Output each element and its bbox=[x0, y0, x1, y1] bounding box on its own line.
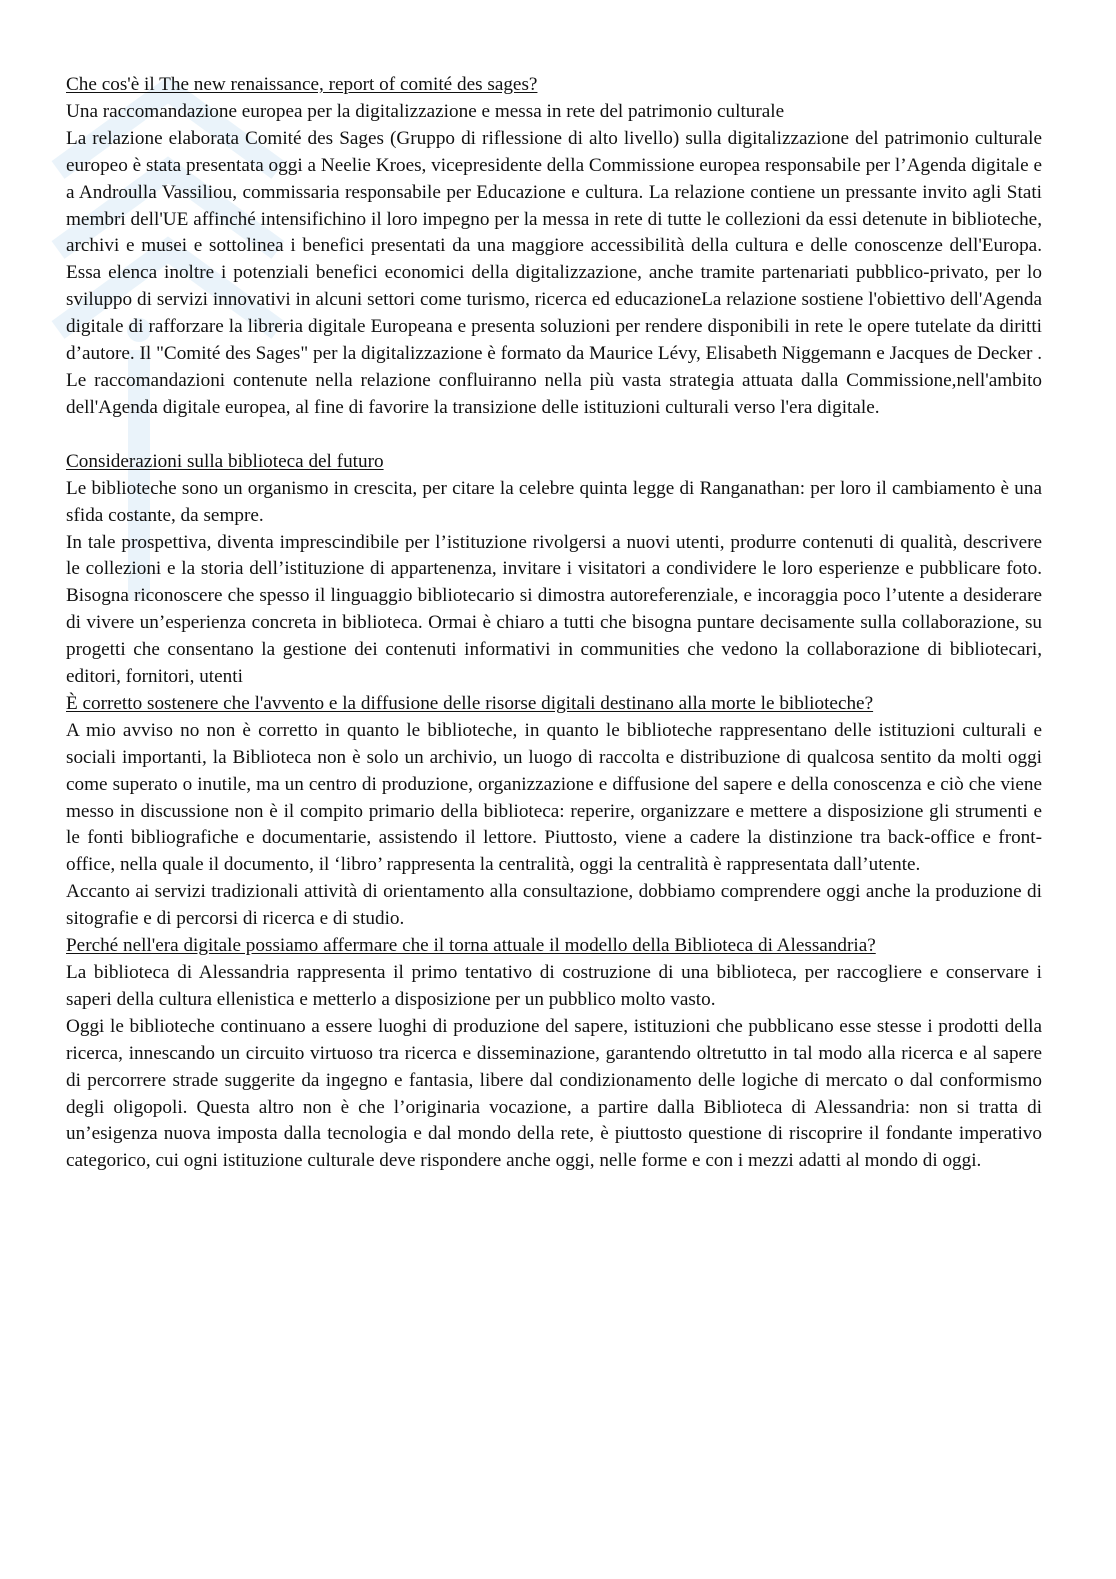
section2-para2: In tale prospettiva, diventa imprescindibile per l’istituzione rivolgersi a nuovi utenti, produrre contenuti di qualità, descrivere le collezioni e la storia dell’istituzione di appartenenza, invitare i visitatori a condividere le loro esperienze e pubblicare foto. Bisogna riconoscere che spesso il linguaggio bibliotecario si dimostra autoreferenziale, e incoraggia poco l’utente a desiderare di vivere un’esperienza concreta in biblioteca. Ormai è chiaro a tutti che bisogna puntare decisamente sulla collaborazione, su progetti che consentano la gestione dei contenuti informativi in communities che vedono la collaborazione di bibliotecari, editori, fornitori, utenti bbox=[66, 531, 1042, 688]
section3-para1: A mio avviso no non è corretto in quanto le biblioteche, in quanto le biblioteche rappresentano delle istituzioni culturali e sociali importanti, la Biblioteca non è solo un archivio, un luogo di raccolta e distribuzione di qualcosa sentito da molti oggi come superato o inutile, ma un centro di produzione, organizzazione e diffusione del sapere e della conoscenza e ciò che viene messo in discussione non è il compito primario della biblioteca: reperire, organizzare e mettere a disposizione gli strumenti e le fonti bibliografiche e documentarie, assistendo il lettore. Piuttosto, viene a cadere la distinzione tra back-office e front-office, nella quale il documento, il ‘libro’ rappresenta la centralità, oggi la centralità è rappresentata dall’utente. bbox=[66, 719, 1042, 876]
section1-subtitle: Una raccomandazione europea per la digitalizzazione e messa in rete del patrimonio culturale bbox=[66, 100, 785, 122]
section2-para1: Le biblioteche sono un organismo in crescita, per citare la celebre quinta legge di Ranganathan: per loro il cambiamento è una sfida costante, da sempre. bbox=[66, 477, 1042, 526]
section4-para1: La biblioteca di Alessandria rappresenta il primo tentativo di costruzione di una biblioteca, per raccogliere e conservare i saperi della cultura ellenistica e metterlo a disposizione per un pubblico molto vasto. bbox=[66, 962, 1042, 1010]
section1-body: La relazione elaborata Comité des Sages (Gruppo di riflessione di alto livello) sulla digitalizzazione del patrimonio culturale europeo è stata presentata oggi a Neelie Kroes, vicepresidente della Commissione europea responsabile per l’Agenda digitale e a Androulla Vassiliou, commissaria responsabile per Educazione e cultura. La relazione contiene un pressante invito agli Stati membri dell'UE affinché intensifichino il loro impegno per la messa in rete di tutte le collezioni da essi detenute in biblioteche, archivi e musei e sottolinea i benefici presentati da una maggiore accessibilità della cultura e delle conoscenze dell'Europa. Essa elenca inoltre i potenziali benefici economici della digitalizzazione, anche tramite partenariati pubblico-privato, per lo sviluppo di servizi innovativi in alcuni settori come turismo, ricerca ed educazioneLa relazione sostiene l'obiettivo dell'Agenda digitale di rafforzare la libreria digitale Europeana e presenta soluzioni per rendere disponibili in rete le opere tutelate da diritti d’autore. Il "Comité des Sages" per la digitalizzazione è formato da Maurice Lévy, Elisabeth Niggemann e Jacques de Decker . Le raccomandazioni contenute nella relazione confluiranno nella più vasta strategia attuata dalla Commissione,nell'ambito dell'Agenda digitale europea, al fine di favorire la transizione delle istituzioni culturali verso l'era digitale. bbox=[66, 127, 1042, 418]
paragraph-gap bbox=[66, 422, 1042, 449]
section4-question: Perché nell'era digitale possiamo affermare che il torna attuale il modello della Biblioteca di Alessandria? bbox=[66, 935, 876, 957]
section3-question: È corretto sostenere che l'avvento e la diffusione delle risorse digitali destinano alla morte le biblioteche? bbox=[66, 692, 874, 714]
section4-para2: Oggi le biblioteche continuano a essere luoghi di produzione del sapere, istituzioni che pubblicano esse stesse i prodotti della ricerca, innescando un circuito virtuoso tra ricerca e disseminazione, garantendo oltretutto in tal modo alla ricerca e al sapere di percorrere strade suggerite da ingegno e fantasia, libere dal condizionamento delle logiche di mercato o dal conformismo degli oligopoli. Questa altro non è che l’originaria vocazione, a partire dalla Biblioteca di Alessandria: non si tratta di un’esigenza nuova imposta dalla tecnologia e dal mondo della rete, è piuttosto questione di riscoprire il fondante imperativo categorico, cui ogni istituzione culturale deve rispondere anche oggi, nelle forme e con i mezzi adatti al mondo di oggi. bbox=[66, 1015, 1042, 1172]
section2-heading: Considerazioni sulla biblioteca del futuro bbox=[66, 450, 384, 472]
section3-para2: Accanto ai servizi tradizionali attività di orientamento alla consultazione, dobbiamo comprendere oggi anche la produzione di sitografie e di percorsi di ricerca e di studio. bbox=[66, 881, 1042, 930]
section1-question: Che cos'è il The new renaissance, report of comité des sages? bbox=[66, 74, 538, 95]
document-content bbox=[66, 72, 1042, 1175]
